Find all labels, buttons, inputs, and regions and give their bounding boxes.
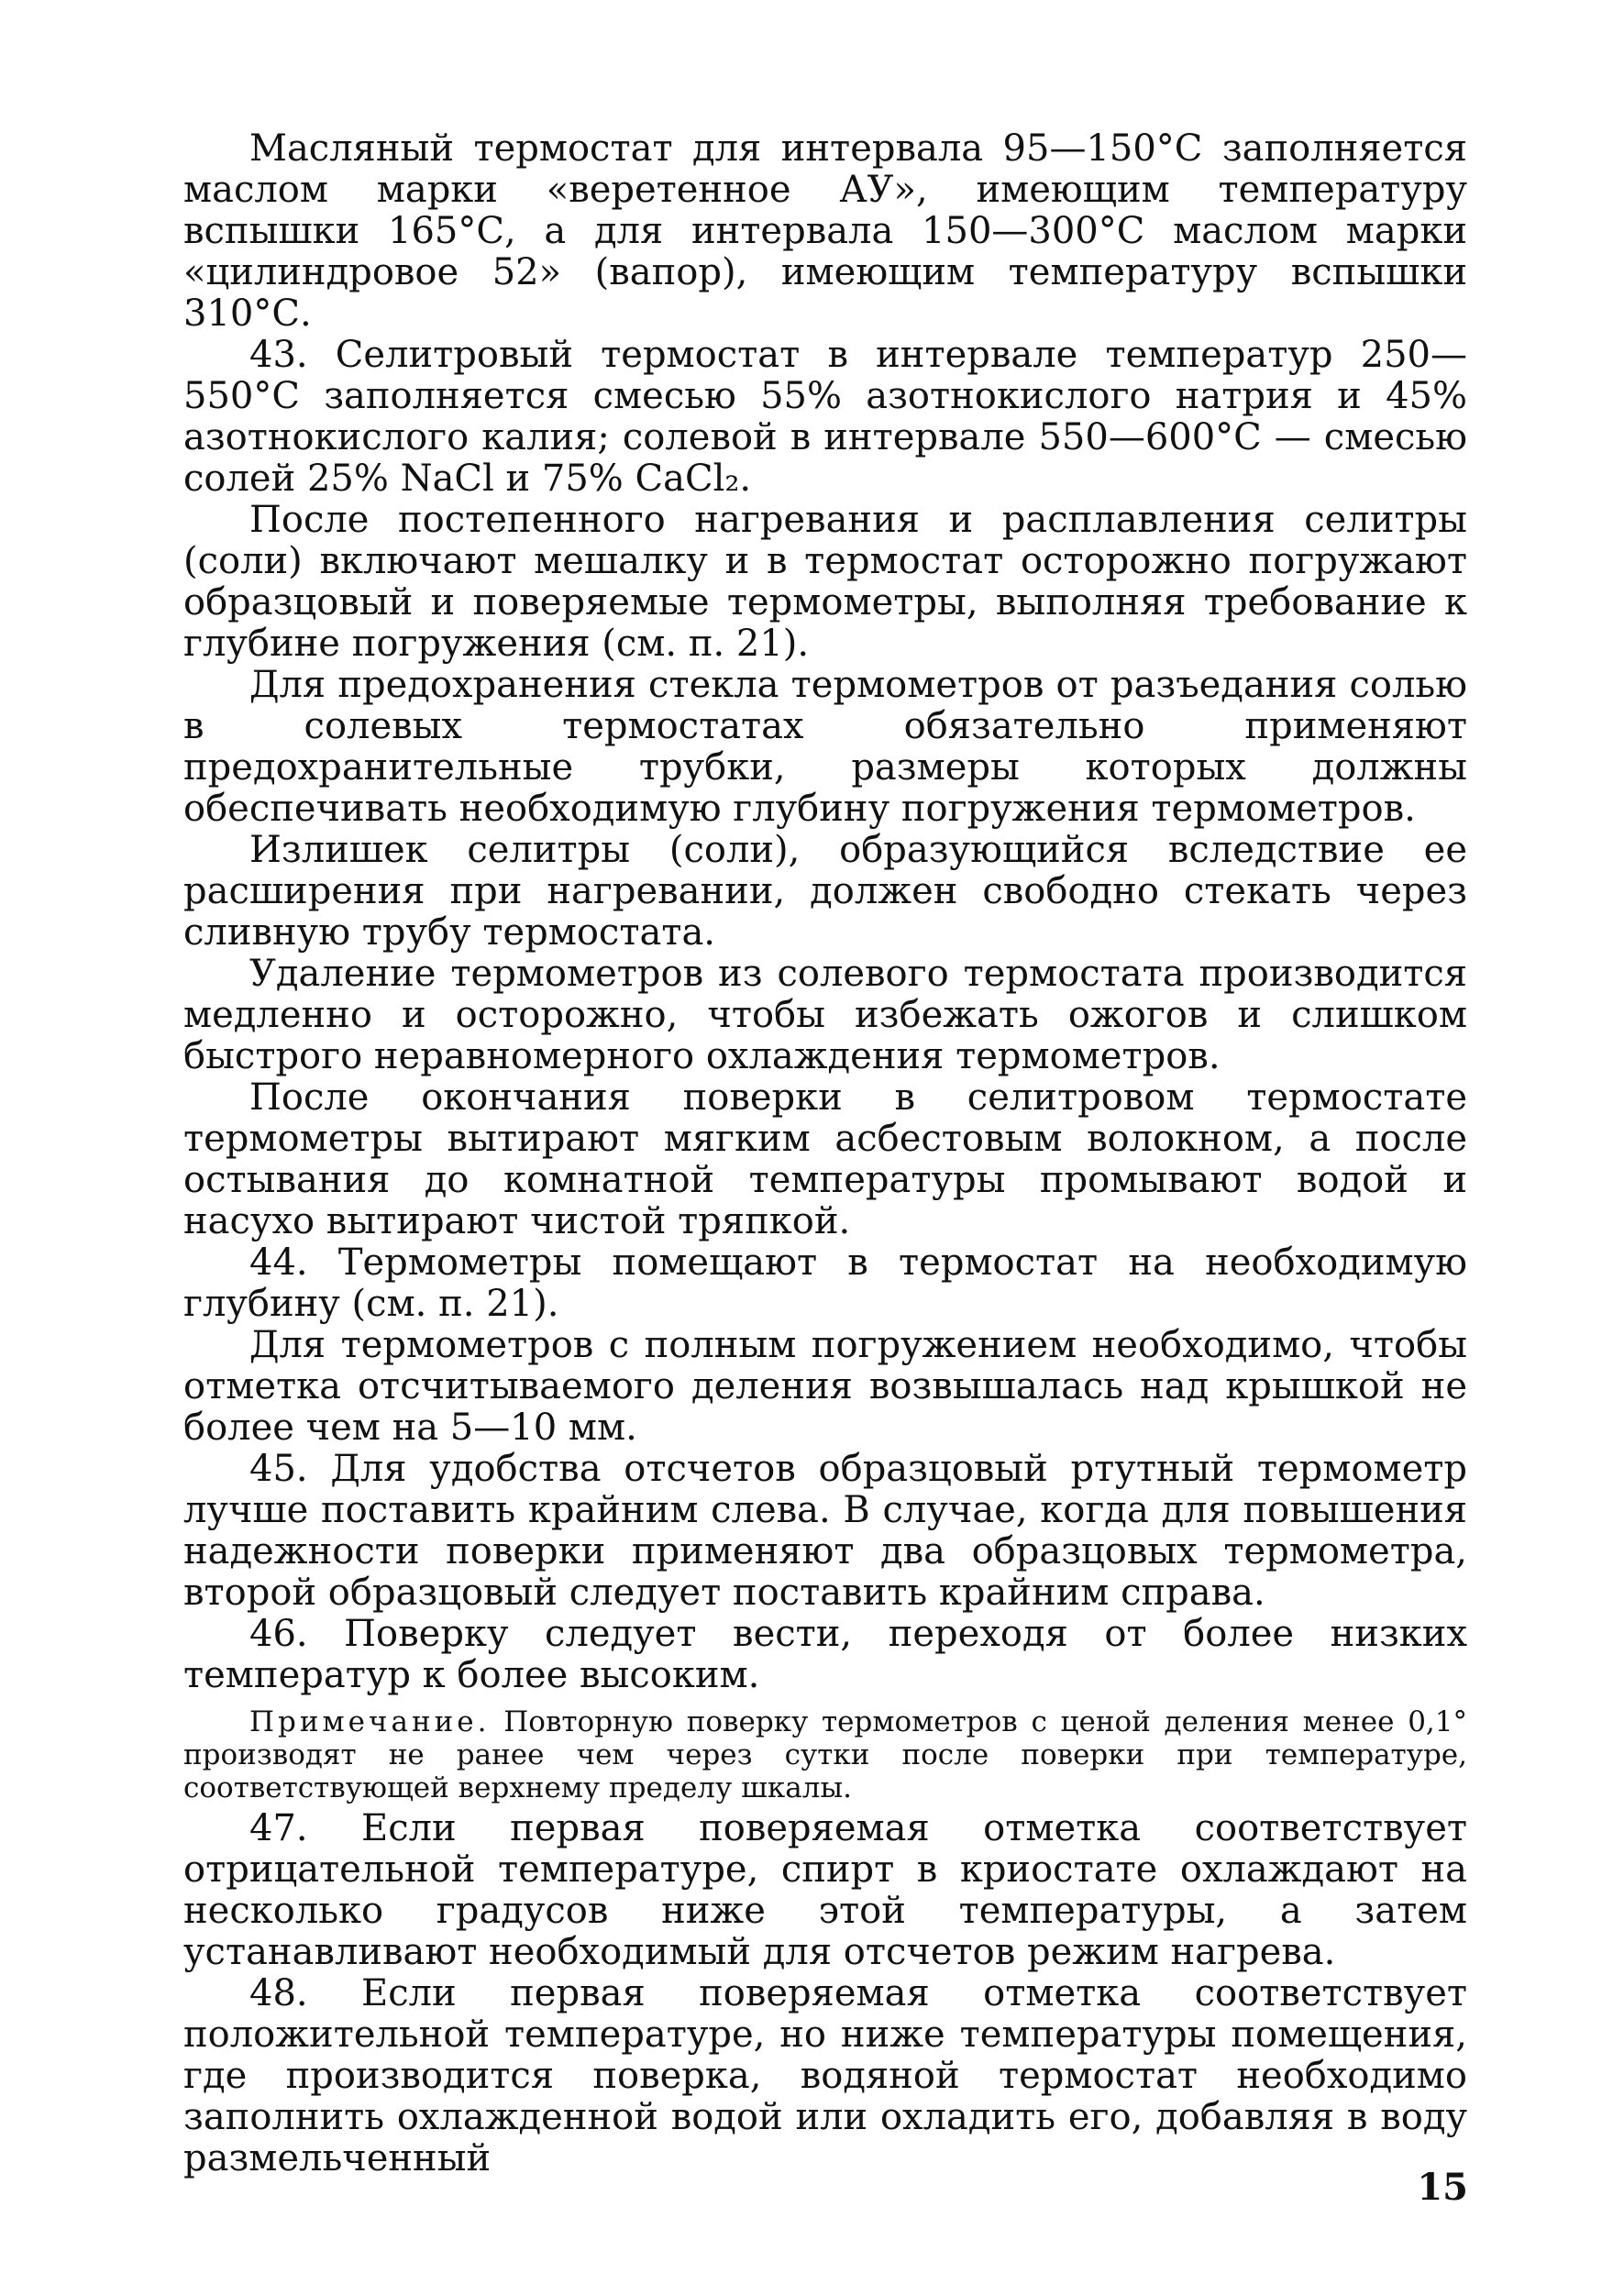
paragraph-48: 48. Если первая поверяемая отметка соответствует положительной температуре, но ниже температуры помещения, где производится поверка, водяной термостат необходимо заполнить охлажденной водой или охладить его, добавляя в воду размельченный [183, 1972, 1467, 2179]
paragraph-43: 43. Селитровый термостат в интервале температур 250—550°С заполняется смесью 55% азотнокислого натрия и 45% азотнокислого калия; солевой в интервале 550—600°С — смесью солей 25% NaCl и 75% CaCl₂. [183, 334, 1467, 500]
paragraph-47: 47. Если первая поверяемая отметка соответствует отрицательной температуре, спирт в криостате охлаждают на несколько градусов ниже этой температуры, а затем устанавливают необходимый для отсчетов режим нагрева. [183, 1807, 1467, 1973]
note [183, 1705, 1467, 1804]
page-number: 15 [1417, 2166, 1468, 2209]
paragraph-removal: Удаление термометров из солевого термостата производится медленно и осторожно, чтобы избежать ожогов и слишком быстрого неравномерного охлаждения термометров. [183, 953, 1467, 1077]
paragraph-46: 46. Поверку следует вести, переходя от более низких температур к более высоким. [183, 1613, 1467, 1696]
paragraph-excess: Излишек селитры (соли), образующийся вследствие ее расширения при нагревании, должен свободно стекать через сливную трубу термостата. [183, 829, 1467, 954]
note-label: Примечание. [249, 1705, 491, 1738]
paragraph-after-check: После окончания поверки в селитровом термостате термометры вытирают мягким асбестовым волокном, а после остывания до комнатной температуры промывают водой и насухо вытирают чистой тряпкой. [183, 1076, 1467, 1242]
note-text: Повторную поверку термометров с ценой деления менее 0,1° производят не ранее чем через сутки после поверки при температуре, соответствующей верхнему пределу шкалы. [183, 1705, 1467, 1804]
paragraph-protection: Для предохранения стекла термометров от разъедания солью в солевых термостатах обязательно применяют предохранительные трубки, размеры которых должны обеспечивать необходимую глубину погружения термометров. [183, 664, 1467, 830]
paragraph-45: 45. Для удобства отсчетов образцовый ртутный термометр лучше поставить крайним слева. В случае, когда для повышения надежности поверки применяют два образцовых термометра, второй образцовый следует поставить крайним справа. [183, 1448, 1467, 1614]
body-text [183, 128, 1467, 2179]
paragraph-heating: После постепенного нагревания и расплавления селитры (соли) включают мешалку и в термостат осторожно погружают образцовый и поверяемые термометры, выполняя требование к глубине погружения (см. п. 21). [183, 499, 1467, 665]
paragraph-44: 44. Термометры помещают в термостат на необходимую глубину (см. п. 21). [183, 1241, 1467, 1325]
paragraph-oil-thermostat: Масляный термостат для интервала 95—150°С заполняется маслом марки «веретенное АУ», имеющим температуру вспышки 165°С, а для интервала 150—300°С маслом марки «цилиндровое 52» (вапор), имеющим температуру вспышки 310°С. [183, 127, 1467, 335]
paragraph-full-immersion: Для термометров с полным погружением необходимо, чтобы отметка отсчитываемого деления возвышалась над крышкой не более чем на 5—10 мм. [183, 1324, 1467, 1449]
